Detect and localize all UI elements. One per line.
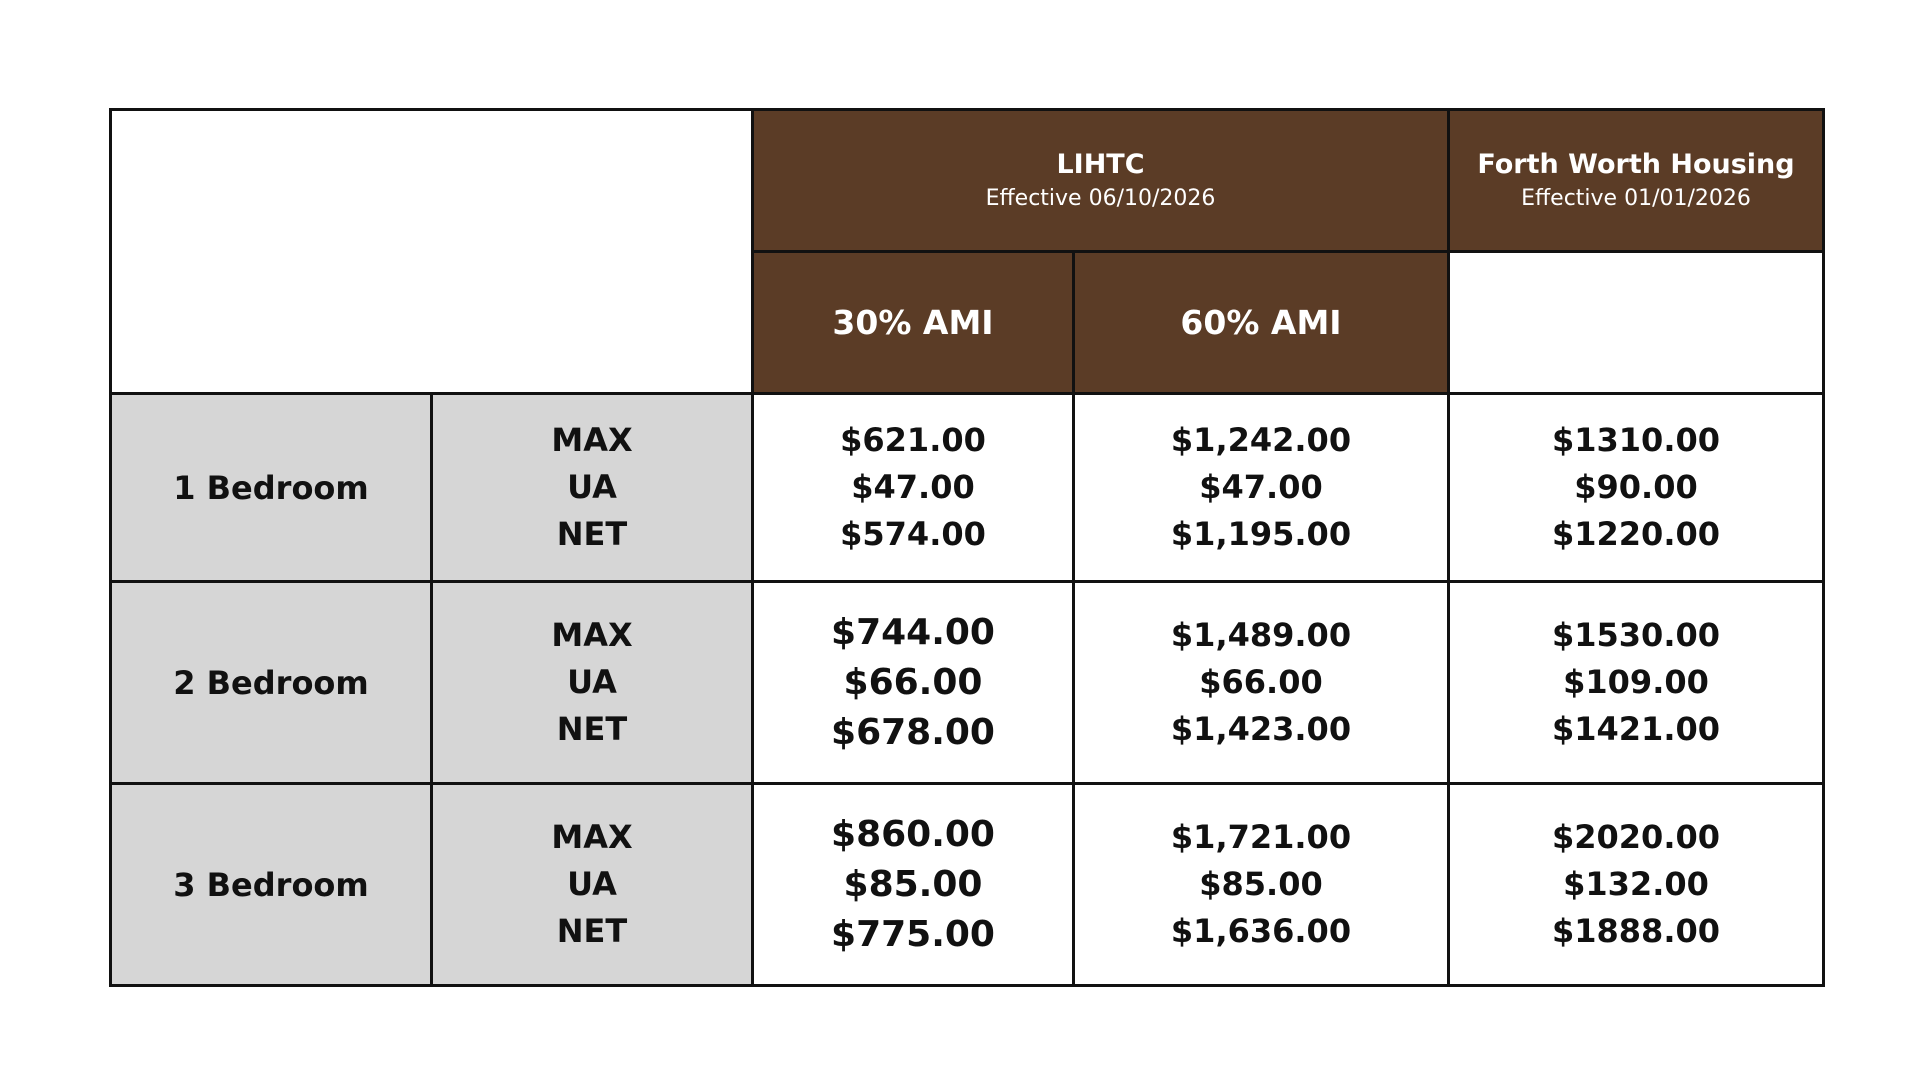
fwh-title: Forth Worth Housing [1477, 148, 1795, 180]
lihtc-title: LIHTC [1056, 148, 1145, 180]
ua-value: $109.00 [1563, 663, 1709, 701]
fwh-values-cell [1449, 784, 1824, 986]
net-value: $1,195.00 [1170, 515, 1352, 553]
net-label: NET [556, 515, 628, 553]
max-value: $1,242.00 [1170, 421, 1352, 459]
net-label: NET [556, 912, 628, 950]
ami60-values-cell [1074, 394, 1449, 582]
max-value: $1310.00 [1551, 421, 1720, 459]
max-value: $2020.00 [1551, 818, 1720, 856]
net-value: $1888.00 [1551, 912, 1720, 950]
max-label: MAX [551, 818, 633, 856]
ua-value: $47.00 [851, 468, 975, 506]
max-value: $1,721.00 [1170, 818, 1352, 856]
table-row [111, 784, 1824, 986]
lihtc-effective-date: Effective 06/10/2026 [985, 185, 1216, 211]
ami30-label: 30% AMI [832, 303, 994, 342]
net-value: $1,423.00 [1170, 710, 1352, 748]
bedroom-label: 2 Bedroom [173, 663, 369, 702]
max-label: MAX [551, 616, 633, 654]
ami30-values-cell [753, 784, 1074, 986]
fwh-values-cell [1449, 394, 1824, 582]
ua-label: UA [567, 663, 617, 701]
ami30-values-cell [753, 582, 1074, 784]
max-label: MAX [551, 421, 633, 459]
bedroom-label: 1 Bedroom [173, 468, 369, 507]
bedroom-cell [111, 394, 432, 582]
net-value: $775.00 [831, 913, 995, 955]
bedroom-cell [111, 582, 432, 784]
fwh-effective-date: Effective 01/01/2026 [1521, 185, 1751, 211]
ua-label: UA [567, 468, 617, 506]
fwh-header-cell [1449, 110, 1824, 252]
ua-value: $47.00 [1199, 468, 1323, 506]
ami60-header-cell [1074, 252, 1449, 394]
rent-type-labels-cell [432, 394, 753, 582]
bedroom-cell [111, 784, 432, 986]
ua-value: $66.00 [1199, 663, 1323, 701]
ami30-values-cell [753, 394, 1074, 582]
ami30-header-cell [753, 252, 1074, 394]
header-row-programs [111, 110, 1824, 252]
bedroom-label: 3 Bedroom [173, 865, 369, 904]
ua-value: $66.00 [843, 661, 983, 703]
ami60-values-cell [1074, 784, 1449, 986]
ua-value: $132.00 [1563, 865, 1709, 903]
ami60-values-cell [1074, 582, 1449, 784]
max-value: $860.00 [831, 813, 995, 855]
net-value: $1220.00 [1551, 515, 1720, 553]
max-value: $1,489.00 [1170, 616, 1352, 654]
rent-limits-table [109, 108, 1825, 987]
max-value: $1530.00 [1551, 616, 1720, 654]
net-value: $678.00 [831, 711, 995, 753]
max-value: $744.00 [831, 611, 995, 653]
rent-type-labels-cell [432, 582, 753, 784]
table-row [111, 394, 1824, 582]
ua-value: $85.00 [1199, 865, 1323, 903]
fwh-values-cell [1449, 582, 1824, 784]
net-value: $1421.00 [1551, 710, 1720, 748]
ami60-label: 60% AMI [1180, 303, 1342, 342]
ua-value: $85.00 [843, 863, 983, 905]
blank-corner-cell [111, 110, 753, 394]
ua-label: UA [567, 865, 617, 903]
net-label: NET [556, 710, 628, 748]
fwh-blank-subheader-cell [1449, 252, 1824, 394]
net-value: $1,636.00 [1170, 912, 1352, 950]
ua-value: $90.00 [1574, 468, 1698, 506]
max-value: $621.00 [840, 421, 986, 459]
lihtc-header-cell [753, 110, 1449, 252]
rent-type-labels-cell [432, 784, 753, 986]
table-row [111, 582, 1824, 784]
net-value: $574.00 [840, 515, 986, 553]
